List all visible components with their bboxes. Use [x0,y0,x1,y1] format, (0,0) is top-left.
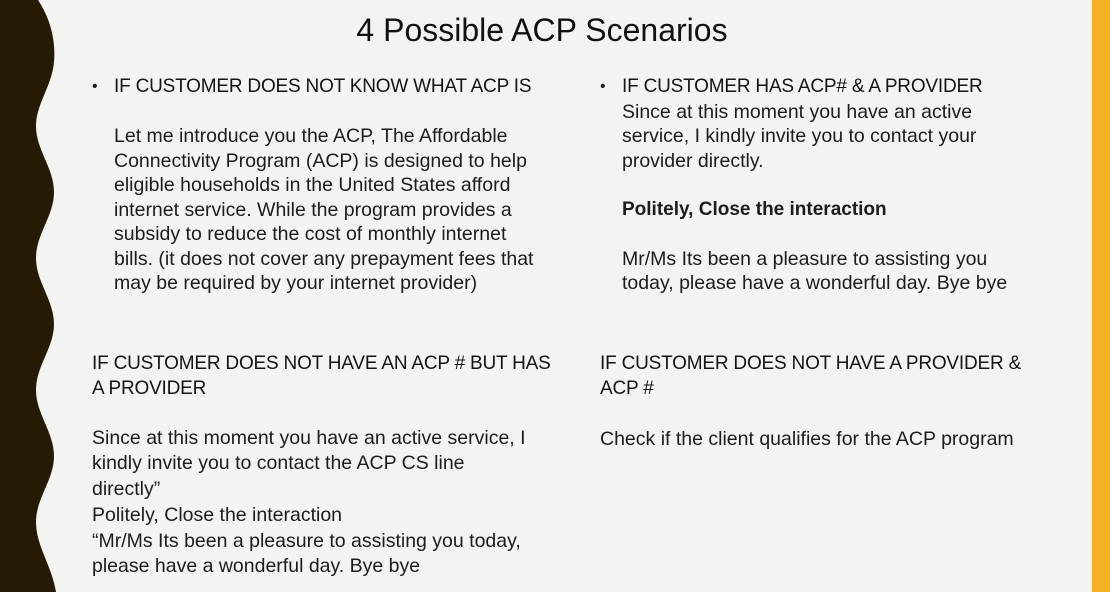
body-line: kindly invite you to contact the ACP CS line [92,452,465,475]
left-wave-decoration [0,0,62,592]
scenario-heading: IF CUSTOMER DOES NOT KNOW WHAT ACP IS [114,76,532,97]
scenario-has-acp-and-provider [600,75,1020,296]
scenario-body: Let me introduce you the ACP, The Affordable Connectivity Program (ACP) is designed to help eligible households in the United States afford internet service. While the program provides a subsidy to reduce the cost of monthly internet bills. (it does not cover any prepayment fees that may be required by your internet provider) [114,125,534,294]
scenario-heading: IF CUSTOMER HAS ACP# & A PROVIDER [622,76,983,97]
scenario-unknown-acp [92,75,542,296]
bullet-item [600,75,1020,296]
scenario-body: Check if the client qualifies for the ACP program [600,427,1014,450]
body-line: Politely, Close the interaction [92,503,343,526]
bullet-content [622,75,1020,296]
scenario-heading-line: ACP # [600,377,654,399]
scenario-heading-line: IF CUSTOMER DOES NOT HAVE AN ACP # BUT HAS [92,353,551,374]
body-line: Since at this moment you have an active service, I [92,426,526,449]
scenario-body [92,426,552,581]
bullet-item [92,75,542,296]
bullet-icon: • [600,78,606,95]
right-accent-bar [1092,0,1110,592]
close-instruction: Politely, Close the interaction [622,198,887,220]
scenario-heading-line: A PROVIDER [92,377,207,399]
scenario-no-provider-no-acp [600,352,1040,451]
scenario-heading-line: IF CUSTOMER DOES NOT HAVE A PROVIDER & [600,353,1022,374]
slide-title: 4 Possible ACP Scenarios [356,12,728,48]
closing-message: Mr/Ms Its been a pleasure to assisting you today, please have a wonderful day. Bye bye [622,247,1008,294]
body-line: “Mr/Ms Its been a pleasure to assisting you today, [92,529,521,552]
bullet-icon: • [92,78,98,95]
bullet-content [114,75,542,296]
body-line: directly” [92,478,161,501]
body-line: please have a wonderful day. Bye bye [92,555,421,578]
scenario-no-acp-has-provider [92,352,552,580]
scenario-body: Since at this moment you have an active service, I kindly invite you to contact your provider directly. [622,100,977,172]
